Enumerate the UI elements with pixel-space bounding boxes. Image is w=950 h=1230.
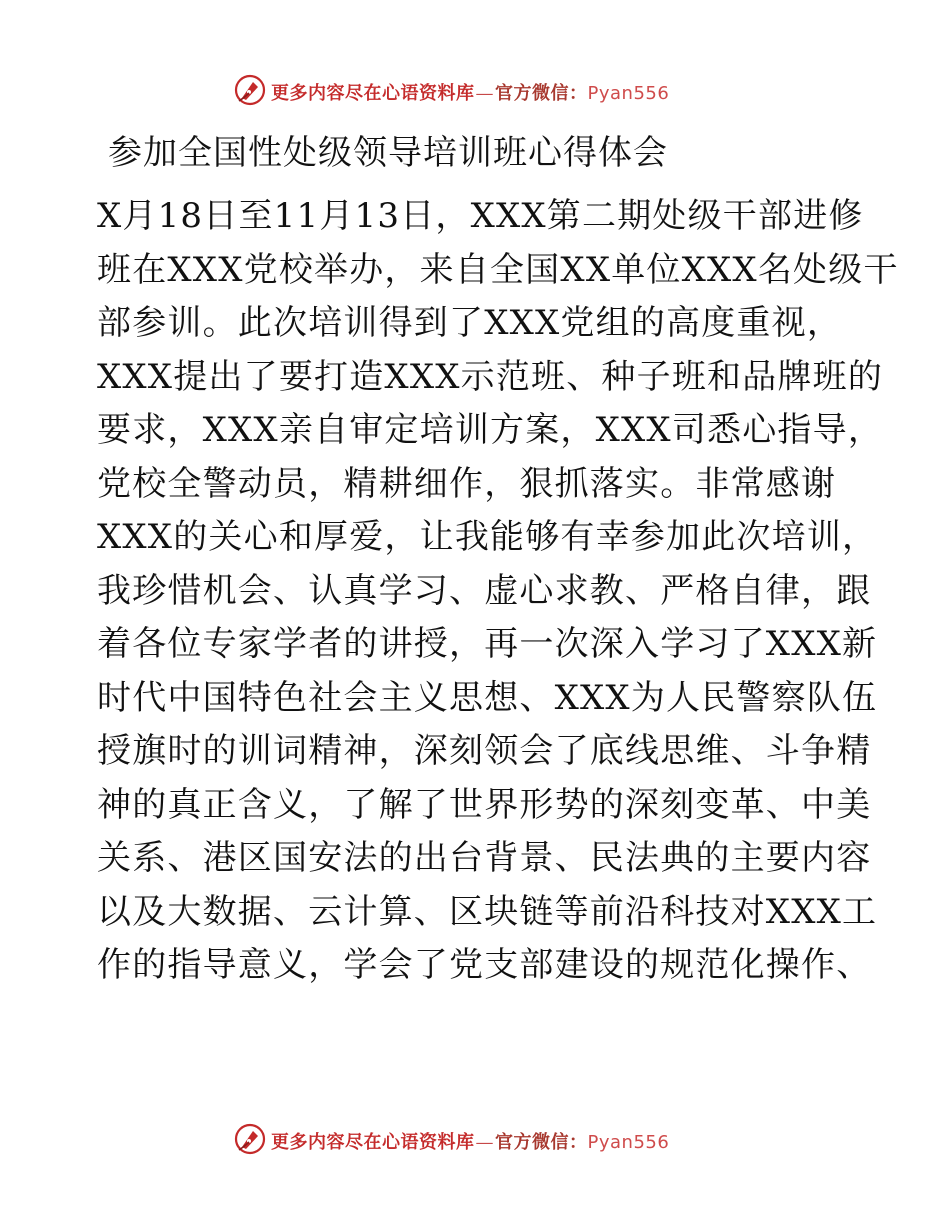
wechat-label: 官方微信： — [495, 1132, 588, 1153]
watermark-separator: — — [475, 1132, 494, 1153]
wechat-id: Pyan556 — [587, 83, 670, 104]
pen-nib-logo-icon — [233, 73, 267, 107]
body-line: 班在XXX党校举办，来自全国XX单位XXX名处级干 — [97, 249, 899, 290]
document-title: 参加全国性处级领导培训班心得体会 — [108, 133, 668, 173]
footer-watermark — [0, 1121, 950, 1161]
body-line: 部参训。此次培训得到了XXX党组的高度重视， — [97, 303, 843, 343]
document-body — [97, 190, 899, 993]
body-line: 作的指导意义，学会了党支部建设的规范化操作、 — [97, 945, 872, 985]
body-line: 以及大数据、云计算、区块链等前沿科技对XXX工 — [97, 891, 878, 932]
body-line: XXX的关心和厚爱，让我能够有幸参加此次培训， — [97, 517, 878, 557]
body-line: 要求，XXX亲自审定培训方案，XXX司悉心指导， — [97, 410, 884, 450]
body-line: 关系、港区国安法的出台背景、民法典的主要内容 — [97, 838, 872, 878]
body-line: 授旗时的训词精神，深刻领会了底线思维、斗争精 — [97, 731, 872, 771]
pen-nib-logo-icon — [233, 1122, 267, 1156]
watermark-text: 更多内容尽在心语资料库 — [271, 1132, 475, 1153]
body-line: 我珍惜机会、认真学习、虚心求教、严格自律，跟 — [97, 570, 872, 611]
watermark-separator: — — [475, 83, 494, 104]
body-line: X月18日至11月13日，XXX第二期处级干部进修 — [97, 196, 864, 236]
body-line: 党校全警动员，精耕细作，狠抓落实。非常感谢 — [97, 463, 837, 504]
body-line: 着各位专家学者的讲授，再一次深入学习了XXX新 — [97, 624, 878, 664]
body-line: 时代中国特色社会主义思想、XXX为人民警察队伍 — [97, 677, 878, 718]
body-line: XXX提出了要打造XXX示范班、种子班和品牌班的 — [97, 356, 884, 397]
wechat-id: Pyan556 — [587, 1132, 670, 1153]
wechat-label: 官方微信： — [495, 83, 588, 104]
body-line: 神的真正含义，了解了世界形势的深刻变革、中美 — [97, 784, 872, 825]
watermark-text: 更多内容尽在心语资料库 — [271, 83, 475, 104]
header-watermark — [0, 72, 950, 112]
